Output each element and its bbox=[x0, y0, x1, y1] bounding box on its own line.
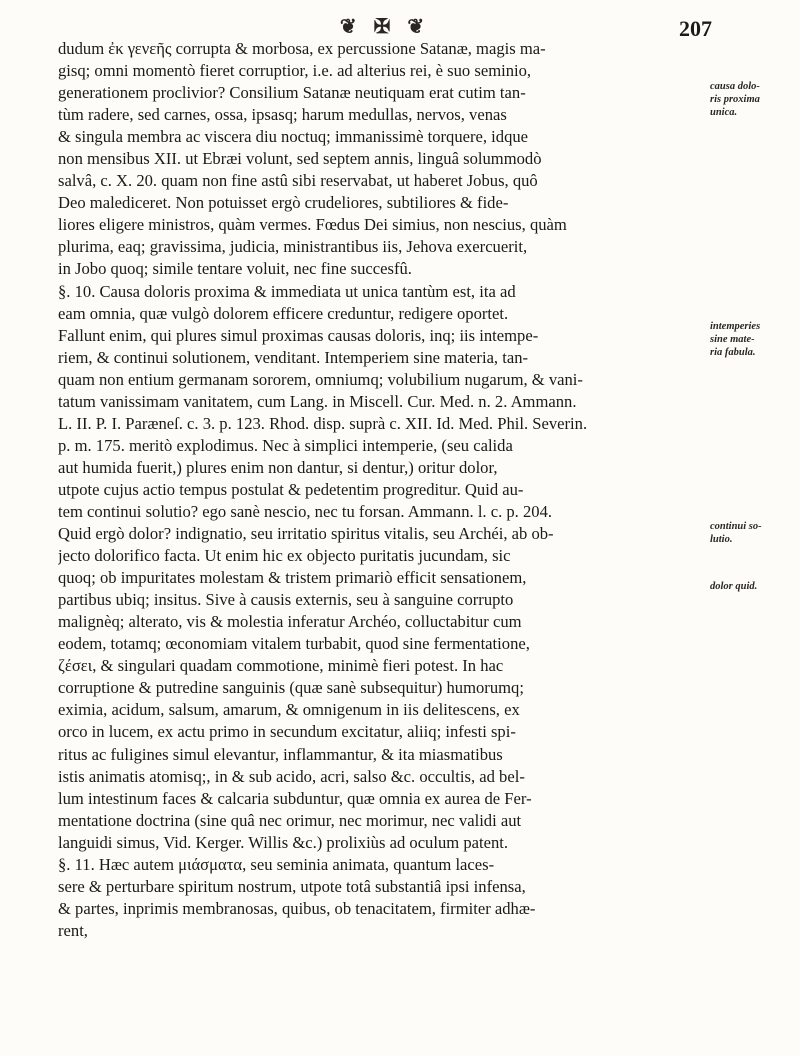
margin-note-line: dolor quid. bbox=[710, 581, 758, 592]
text-line: quoq; ob impuritates molestam & tristem primariò efficit sensationem, bbox=[58, 568, 527, 588]
text-line: §. 10. Causa doloris proxima & immediata ut unica tantùm est, ita ad bbox=[58, 281, 516, 301]
text-line: Quid ergò dolor? indignatio, seu irritatio spiritus vitalis, seu Archéi, ab ob- bbox=[58, 524, 554, 544]
text-line: riem, & continui solutionem, venditant. Intemperiem sine materia, tan- bbox=[58, 347, 529, 367]
text-line: eodem, totamq; œconomiam vitalem turbabit, quod sine fermentatione, bbox=[58, 634, 530, 654]
header-ornament: ❦ ✠ ❦ bbox=[339, 16, 431, 38]
text-line: dudum ἐκ γενεῆς corrupta & morbosa, ex percussione Satanæ, magis ma- bbox=[58, 39, 546, 58]
text-line: jecto dolorifico facta. Ut enim hic ex objecto puritatis jucundam, sic bbox=[58, 546, 511, 566]
text-line: eam omnia, quæ vulgò dolorem efficere creduntur, redigere oportet. bbox=[58, 303, 509, 323]
text-line: orco in lucem, ex actu primo in secundum excitatur, aliiq; infesti spi- bbox=[58, 722, 516, 742]
text-line: Deo malediceret. Non potuisset ergò crudeliores, subtiliores & fide- bbox=[58, 193, 509, 213]
body-text bbox=[58, 38, 703, 942]
text-line: & singula membra ac viscera diu noctuq; immanissimè torquere, idque bbox=[58, 127, 529, 147]
text-line: corruptione & putredine sanguinis (quæ sanè subsequitur) humorumq; bbox=[58, 678, 524, 698]
margin-note-line: lutio. bbox=[710, 534, 733, 545]
text-line: tùm radere, sed carnes, ossa, ipsasq; harum medullas, nervos, venas bbox=[58, 105, 507, 125]
margin-note-line: ris proxima bbox=[710, 94, 760, 105]
text-line: in Jobo quoq; simile tentare voluit, nec fine succesfû. bbox=[58, 259, 412, 279]
margin-note-dolor-quid bbox=[710, 580, 798, 593]
text-line: utpote cujus actio tempus postulat & pedetentim progreditur. Quid au- bbox=[58, 479, 524, 499]
text-line: ζέσει, & singulari quadam commotione, minimè fieri potest. In hac bbox=[58, 656, 504, 676]
text-line: malignèq; alterato, vis & molestia inferatur Archéo, colluctabitur cum bbox=[58, 612, 522, 632]
text-line: tem continui solutio? ego sanè nescio, nec tu forsan. Ammann. l. c. p. 204. bbox=[58, 501, 553, 521]
text-line: salvâ, c. X. 20. quam non fine astû sibi reservabat, ut haberet Jobus, quô bbox=[58, 171, 538, 191]
margin-note-line: continui so- bbox=[710, 521, 762, 532]
text-line: languidi simus, Vid. Kerger. Willis &c.) prolixiùs ad oculum patent. bbox=[58, 832, 509, 852]
text-line: generationem proclivior? Consilium Satanæ neutiquam erat cutim tan- bbox=[58, 83, 526, 103]
text-line: lum intestinum faces & calcaria subduntur, quæ omnia ex aurea de Fer- bbox=[58, 788, 532, 808]
page-header bbox=[60, 10, 712, 41]
margin-note-continui-solutio bbox=[710, 520, 798, 546]
margin-note-intemperies bbox=[710, 320, 798, 359]
margin-note-line: ria fabula. bbox=[710, 347, 756, 358]
text-line: p. m. 175. meritò explodimus. Nec à simplici intemperie, (seu calida bbox=[58, 435, 513, 455]
text-line: §. 11. Hæc autem μιάσματα, seu seminia animata, quantum laces- bbox=[58, 854, 495, 874]
text-line: mentatione doctrina (sine quâ nec orimur, nec morimur, nec validi aut bbox=[58, 810, 522, 830]
margin-note-line: sine mate- bbox=[710, 334, 755, 345]
text-line: quam non entium germanam sororem, omniumq; volubilium nugarum, & vani- bbox=[58, 369, 583, 389]
text-line: tatum vanissimam vanitatem, cum Lang. in Miscell. Cur. Med. n. 2. Ammann. bbox=[58, 391, 577, 411]
text-line: Fallunt enim, qui plures simul proximas causas doloris, inq; iis intempe- bbox=[58, 325, 539, 345]
text-line: gisq; omni momentò fieret corruptior, i.e. ad alterius rei, è suo seminio, bbox=[58, 61, 532, 81]
text-line: sere & perturbare spiritum nostrum, utpote totâ substantiâ ipsi infensa, bbox=[58, 876, 526, 896]
text-line: partibus ubiq; insitus. Sive à causis externis, seu à sanguine corrupto bbox=[58, 590, 514, 610]
text-line: & partes, inprimis membranosas, quibus, ob tenacitatem, firmiter adhæ- bbox=[58, 898, 536, 918]
margin-note-line: unica. bbox=[710, 107, 738, 118]
margin-note-line: intemperies bbox=[710, 321, 761, 332]
text-line: rent, bbox=[58, 920, 88, 940]
text-line: aut humida fuerit,) plures enim non dantur, si dentur,) oritur dolor, bbox=[58, 457, 498, 477]
text-line: L. II. P. I. Paræneſ. c. 3. p. 123. Rhod. disp. suprà c. XII. Id. Med. Phil. Severin. bbox=[58, 413, 588, 433]
margin-note-causa-doloris bbox=[710, 80, 798, 119]
text-line: plurima, eaq; gravissima, judicia, ministrantibus iis, Jehova exercuerit, bbox=[58, 237, 528, 257]
text-line: ritus ac fuligines simul elevantur, inflammantur, & ita miasmatibus bbox=[58, 744, 503, 764]
text-line: istis animatis atomisq;, in & sub acido, acri, salso &c. occultis, ad bel- bbox=[58, 766, 525, 786]
text-line: eximia, acidum, salsum, amarum, & omnigenum in iis delitescens, ex bbox=[58, 700, 520, 720]
text-line: liores eligere ministros, quàm vermes. Fœdus Dei simius, non nescius, quàm bbox=[58, 215, 567, 235]
margin-note-line: causa dolo- bbox=[710, 81, 760, 92]
page-number: 207 bbox=[679, 16, 712, 41]
text-line: non mensibus XII. ut Ebræi volunt, sed septem annis, linguâ solummodò bbox=[58, 149, 542, 169]
